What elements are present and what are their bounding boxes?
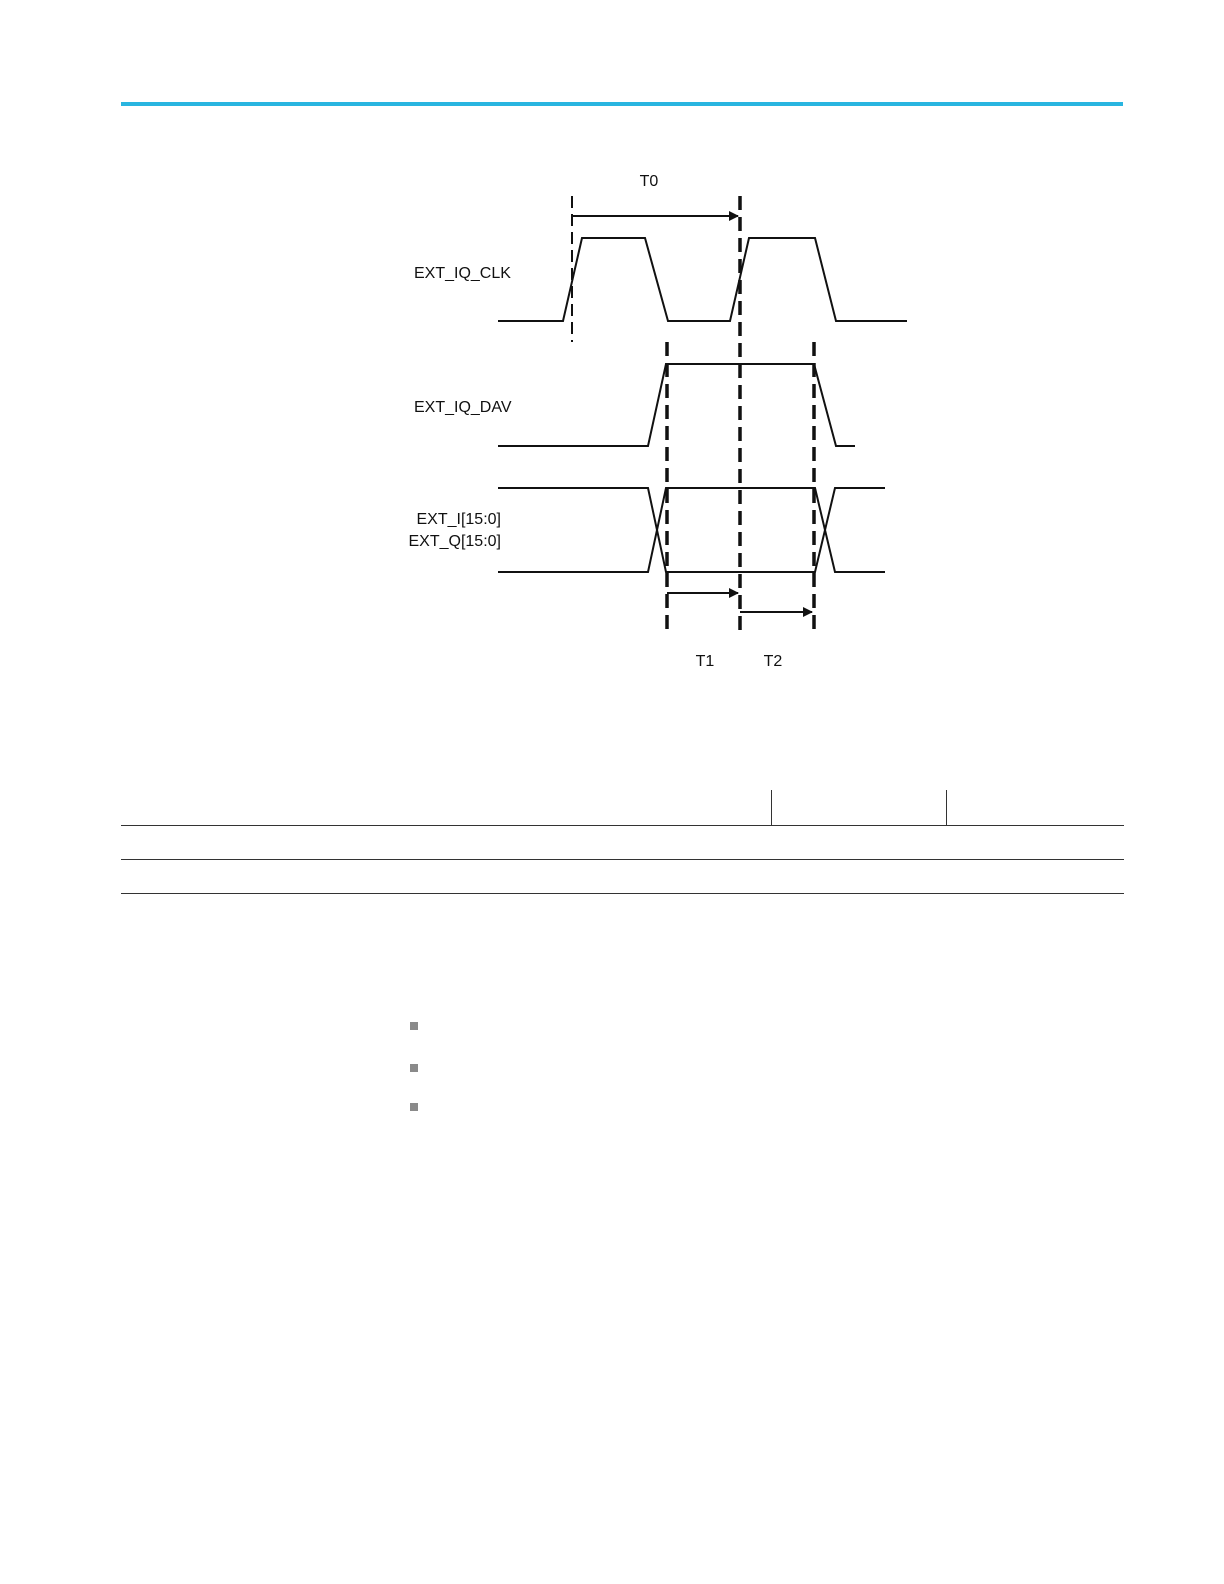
table-bottom-rule [121, 893, 1124, 894]
table-header-rule [121, 825, 1124, 826]
i-signal-label: EXT_I[15:0] [416, 511, 501, 528]
data-bus-waveform-top [498, 488, 885, 572]
dav-waveform [498, 364, 855, 446]
clk-waveform [498, 238, 907, 321]
table-column-separator [946, 790, 947, 826]
clk-signal-label: EXT_IQ_CLK [414, 265, 511, 282]
timing-diagram [0, 0, 1224, 700]
list-bullet [410, 1022, 418, 1030]
t0-label: T0 [639, 173, 659, 190]
q-signal-label: EXT_Q[15:0] [408, 533, 501, 550]
data-bus-waveform-bottom [498, 488, 885, 572]
list-bullet [410, 1103, 418, 1111]
list-bullet [410, 1064, 418, 1072]
t1-label: T1 [695, 653, 715, 670]
dav-signal-label: EXT_IQ_DAV [414, 399, 512, 416]
table-column-separator [771, 790, 772, 826]
table-row-rule [121, 859, 1124, 860]
t2-label: T2 [763, 653, 783, 670]
